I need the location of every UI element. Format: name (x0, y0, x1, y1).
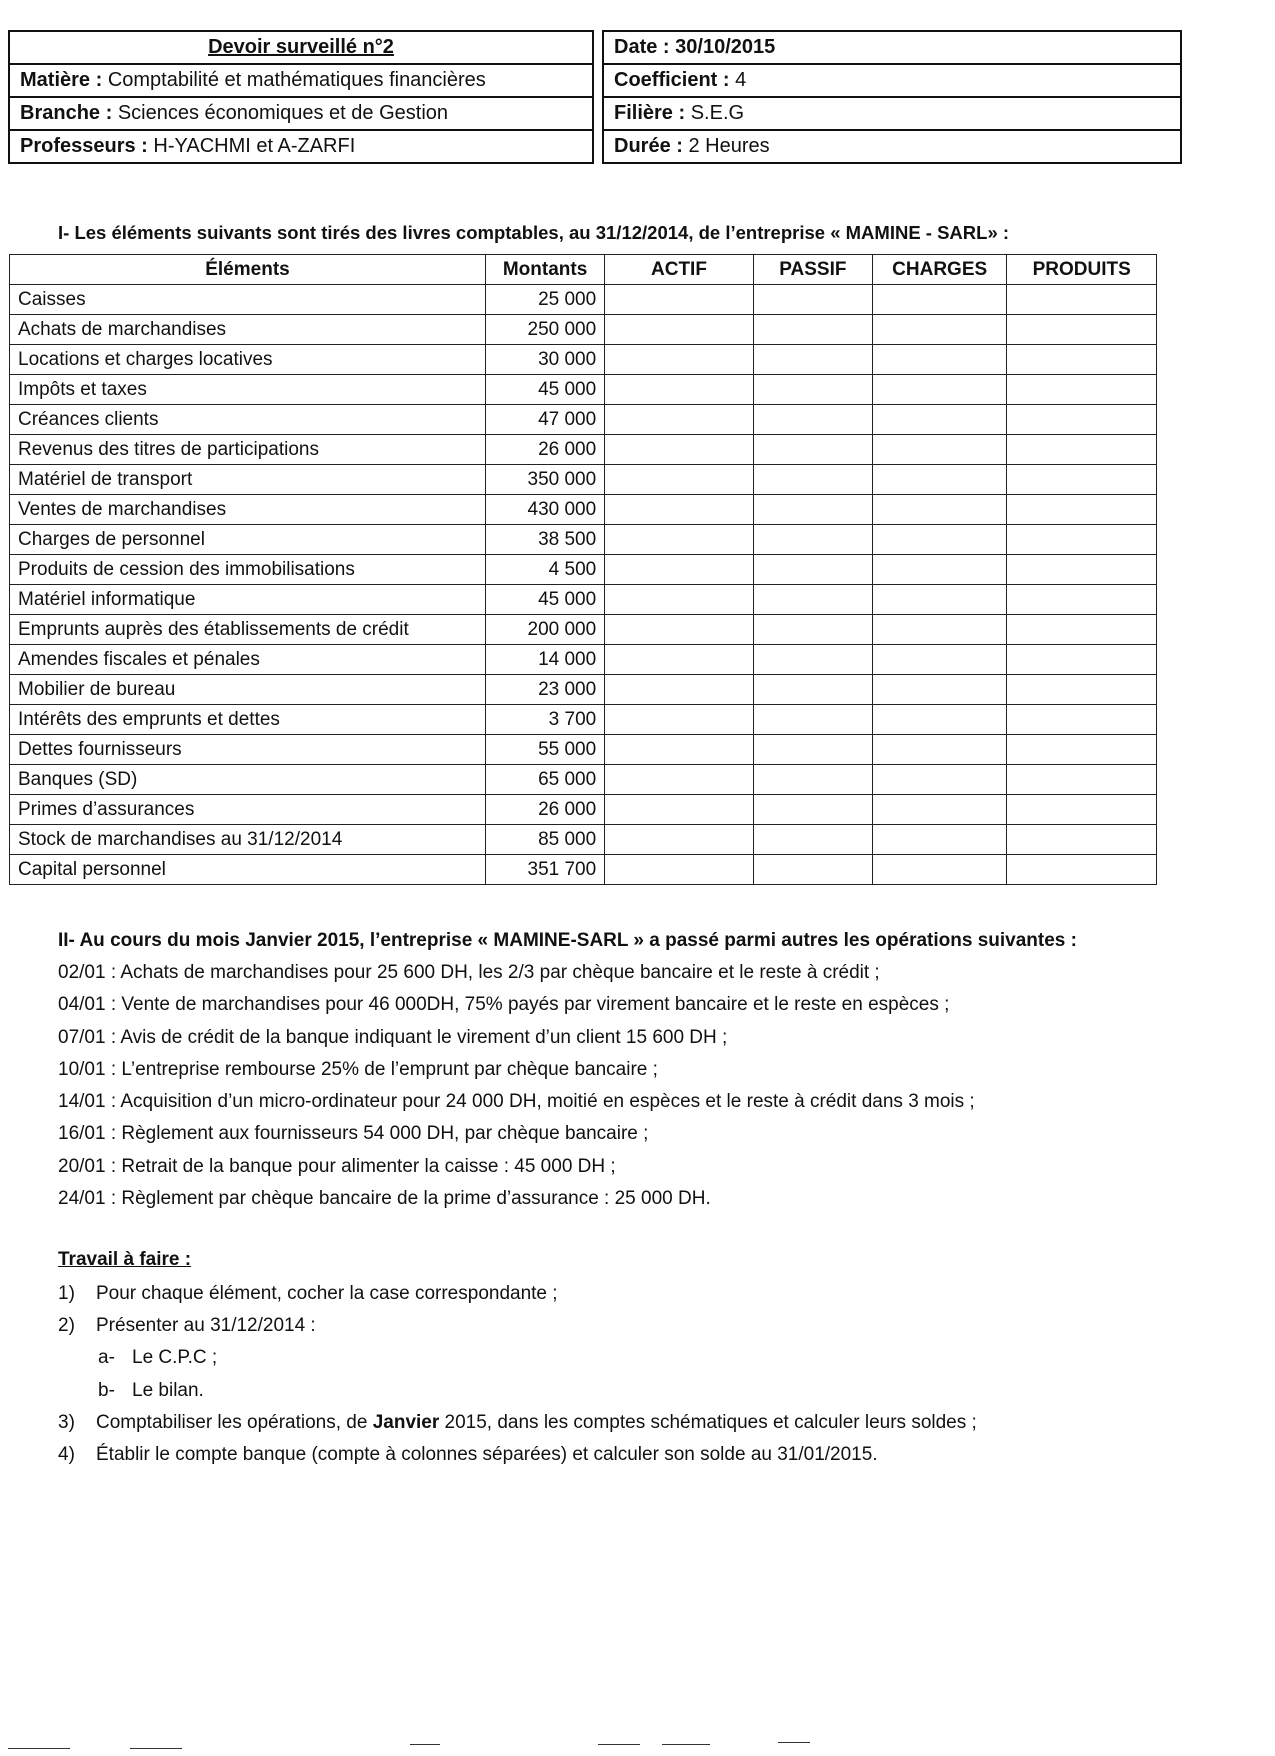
produits-checkbox-cell[interactable] (1007, 465, 1157, 495)
charges-checkbox-cell[interactable] (872, 765, 1006, 795)
table-row (10, 525, 1157, 555)
passif-checkbox-cell[interactable] (753, 525, 872, 555)
col-passif: PASSIF (753, 255, 872, 285)
element-cell: Matériel de transport (10, 465, 486, 495)
montant-cell: 85 000 (485, 825, 604, 855)
actif-checkbox-cell[interactable] (605, 285, 754, 315)
montant-cell: 25 000 (485, 285, 604, 315)
passif-checkbox-cell[interactable] (753, 765, 872, 795)
element-cell: Dettes fournisseurs (10, 735, 486, 765)
table-row (10, 555, 1157, 585)
scan-dash (130, 1748, 182, 1749)
actif-checkbox-cell[interactable] (605, 765, 754, 795)
work-item-2b: b- Le bilan. (98, 1379, 204, 1401)
scan-dash (598, 1744, 640, 1745)
montant-cell: 430 000 (485, 495, 604, 525)
table-row (10, 795, 1157, 825)
work-item-2: 2) Présenter au 31/12/2014 : (58, 1315, 316, 1337)
passif-checkbox-cell[interactable] (753, 705, 872, 735)
element-cell: Charges de personnel (10, 525, 486, 555)
element-cell: Créances clients (10, 405, 486, 435)
actif-checkbox-cell[interactable] (605, 465, 754, 495)
operation-line: 14/01 : Acquisition d’un micro-ordinateur pour 24 000 DH, moitié en espèces et le reste à crédit dans 3 mois ; (58, 1091, 975, 1113)
section-1-title: I- Les éléments suivants sont tirés des livres comptables, au 31/12/2014, de l’entreprise « MAMINE - SARL» : (58, 222, 1010, 243)
exam-professeurs: Professeurs : H-YACHMI et A-ZARFI (9, 130, 593, 163)
charges-checkbox-cell[interactable] (872, 615, 1006, 645)
montant-cell: 4 500 (485, 555, 604, 585)
col-produits: PRODUITS (1007, 255, 1157, 285)
elements-table (9, 254, 1157, 885)
charges-checkbox-cell[interactable] (872, 585, 1006, 615)
col-montants: Montants (485, 255, 604, 285)
montant-cell: 45 000 (485, 585, 604, 615)
element-cell: Amendes fiscales et pénales (10, 645, 486, 675)
charges-checkbox-cell[interactable] (872, 345, 1006, 375)
passif-checkbox-cell[interactable] (753, 795, 872, 825)
montant-cell: 200 000 (485, 615, 604, 645)
operation-line: 20/01 : Retrait de la banque pour alimenter la caisse : 45 000 DH ; (58, 1155, 616, 1177)
element-cell: Ventes de marchandises (10, 495, 486, 525)
passif-checkbox-cell[interactable] (753, 495, 872, 525)
work-item-4: 4) Établir le compte banque (compte à colonnes séparées) et calculer son solde au 31/01/2015. (58, 1444, 878, 1466)
produits-checkbox-cell[interactable] (1007, 765, 1157, 795)
element-cell: Revenus des titres de participations (10, 435, 486, 465)
montant-cell: 55 000 (485, 735, 604, 765)
passif-checkbox-cell[interactable] (753, 285, 872, 315)
montant-cell: 38 500 (485, 525, 604, 555)
charges-checkbox-cell[interactable] (872, 375, 1006, 405)
montant-cell: 26 000 (485, 435, 604, 465)
actif-checkbox-cell[interactable] (605, 345, 754, 375)
operation-line: 24/01 : Règlement par chèque bancaire de la prime d’assurance : 25 000 DH. (58, 1188, 711, 1210)
table-row (10, 645, 1157, 675)
elements-table-body (10, 285, 1157, 885)
element-cell: Locations et charges locatives (10, 345, 486, 375)
produits-checkbox-cell[interactable] (1007, 705, 1157, 735)
charges-checkbox-cell[interactable] (872, 645, 1006, 675)
col-elements: Éléments (10, 255, 486, 285)
montant-cell: 351 700 (485, 855, 604, 885)
exam-matiere: Matière : Comptabilité et mathématiques financières (9, 64, 593, 97)
montant-cell: 250 000 (485, 315, 604, 345)
element-cell: Stock de marchandises au 31/12/2014 (10, 825, 486, 855)
montant-cell: 47 000 (485, 405, 604, 435)
table-header-row (10, 255, 1157, 285)
table-row (10, 735, 1157, 765)
charges-checkbox-cell[interactable] (872, 315, 1006, 345)
table-row (10, 465, 1157, 495)
passif-checkbox-cell[interactable] (753, 405, 872, 435)
work-item-1: 1) Pour chaque élément, cocher la case correspondante ; (58, 1283, 558, 1304)
operation-line: 02/01 : Achats de marchandises pour 25 600 DH, les 2/3 par chèque bancaire et le reste à crédit ; (58, 962, 880, 983)
exam-duree: Durée : 2 Heures (603, 130, 1181, 163)
element-cell: Intérêts des emprunts et dettes (10, 705, 486, 735)
produits-checkbox-cell[interactable] (1007, 615, 1157, 645)
table-row (10, 375, 1157, 405)
charges-checkbox-cell[interactable] (872, 465, 1006, 495)
scan-dash (662, 1744, 710, 1745)
work-item-2a: a- Le C.P.C ; (98, 1347, 218, 1369)
produits-checkbox-cell[interactable] (1007, 795, 1157, 825)
montant-cell: 45 000 (485, 375, 604, 405)
montant-cell: 26 000 (485, 795, 604, 825)
actif-checkbox-cell[interactable] (605, 375, 754, 405)
table-row (10, 435, 1157, 465)
produits-checkbox-cell[interactable] (1007, 375, 1157, 405)
table-row (10, 855, 1157, 885)
produits-checkbox-cell[interactable] (1007, 435, 1157, 465)
produits-checkbox-cell[interactable] (1007, 735, 1157, 765)
passif-checkbox-cell[interactable] (753, 375, 872, 405)
produits-checkbox-cell[interactable] (1007, 825, 1157, 855)
produits-checkbox-cell[interactable] (1007, 495, 1157, 525)
actif-checkbox-cell[interactable] (605, 645, 754, 675)
exam-coefficient: Coefficient : 4 (603, 64, 1181, 97)
exam-header (8, 30, 1182, 164)
exam-date: Date : 30/10/2015 (603, 31, 1181, 64)
element-cell: Matériel informatique (10, 585, 486, 615)
charges-checkbox-cell[interactable] (872, 705, 1006, 735)
actif-checkbox-cell[interactable] (605, 525, 754, 555)
montant-cell: 350 000 (485, 465, 604, 495)
element-cell: Primes d’assurances (10, 795, 486, 825)
element-cell: Caisses (10, 285, 486, 315)
passif-checkbox-cell[interactable] (753, 825, 872, 855)
actif-checkbox-cell[interactable] (605, 795, 754, 825)
passif-checkbox-cell[interactable] (753, 315, 872, 345)
scan-dash (410, 1744, 440, 1745)
operations-list (58, 957, 1178, 1215)
montant-cell: 14 000 (485, 645, 604, 675)
passif-checkbox-cell[interactable] (753, 585, 872, 615)
passif-checkbox-cell[interactable] (753, 675, 872, 705)
section-2-title: II- Au cours du mois Janvier 2015, l’entreprise « MAMINE-SARL » a passé parmi autres les opérations suivantes : (58, 930, 1077, 951)
element-cell: Banques (SD) (10, 765, 486, 795)
actif-checkbox-cell[interactable] (605, 495, 754, 525)
table-row (10, 495, 1157, 525)
charges-checkbox-cell[interactable] (872, 735, 1006, 765)
work-title: Travail à faire : (58, 1249, 192, 1270)
produits-checkbox-cell[interactable] (1007, 405, 1157, 435)
produits-checkbox-cell[interactable] (1007, 525, 1157, 555)
work-item-3: 3) Comptabiliser les opérations, de Janvier 2015, dans les comptes schématiques et calculer leurs soldes ; (58, 1411, 977, 1433)
operation-line: 04/01 : Vente de marchandises pour 46 000DH, 75% payés par virement bancaire et le reste en espèces ; (58, 994, 950, 1016)
element-cell: Impôts et taxes (10, 375, 486, 405)
element-cell: Achats de marchandises (10, 315, 486, 345)
table-row (10, 315, 1157, 345)
charges-checkbox-cell[interactable] (872, 495, 1006, 525)
actif-checkbox-cell[interactable] (605, 735, 754, 765)
passif-checkbox-cell[interactable] (753, 855, 872, 885)
produits-checkbox-cell[interactable] (1007, 285, 1157, 315)
passif-checkbox-cell[interactable] (753, 645, 872, 675)
element-cell: Mobilier de bureau (10, 675, 486, 705)
exam-filiere: Filière : S.E.G (603, 97, 1181, 130)
actif-checkbox-cell[interactable] (605, 615, 754, 645)
table-row (10, 585, 1157, 615)
charges-checkbox-cell[interactable] (872, 405, 1006, 435)
charges-checkbox-cell[interactable] (872, 435, 1006, 465)
section-2 (58, 925, 1178, 1215)
table-row (10, 345, 1157, 375)
table-row (10, 825, 1157, 855)
table-row (10, 285, 1157, 315)
actif-checkbox-cell[interactable] (605, 315, 754, 345)
exam-branche: Branche : Sciences économiques et de Gestion (9, 97, 593, 130)
element-cell: Emprunts auprès des établissements de crédit (10, 615, 486, 645)
produits-checkbox-cell[interactable] (1007, 555, 1157, 585)
passif-checkbox-cell[interactable] (753, 555, 872, 585)
table-row (10, 705, 1157, 735)
actif-checkbox-cell[interactable] (605, 405, 754, 435)
operation-line: 16/01 : Règlement aux fournisseurs 54 000 DH, par chèque bancaire ; (58, 1123, 649, 1145)
element-cell: Produits de cession des immobilisations (10, 555, 486, 585)
produits-checkbox-cell[interactable] (1007, 645, 1157, 675)
produits-checkbox-cell[interactable] (1007, 315, 1157, 345)
col-actif: ACTIF (605, 255, 754, 285)
produits-checkbox-cell[interactable] (1007, 855, 1157, 885)
montant-cell: 65 000 (485, 765, 604, 795)
passif-checkbox-cell[interactable] (753, 435, 872, 465)
scan-dash (778, 1742, 810, 1743)
actif-checkbox-cell[interactable] (605, 675, 754, 705)
actif-checkbox-cell[interactable] (605, 825, 754, 855)
actif-checkbox-cell[interactable] (605, 435, 754, 465)
charges-checkbox-cell[interactable] (872, 285, 1006, 315)
actif-checkbox-cell[interactable] (605, 705, 754, 735)
charges-checkbox-cell[interactable] (872, 795, 1006, 825)
passif-checkbox-cell[interactable] (753, 735, 872, 765)
scan-dash (8, 1748, 70, 1749)
charges-checkbox-cell[interactable] (872, 555, 1006, 585)
montant-cell: 23 000 (485, 675, 604, 705)
charges-checkbox-cell[interactable] (872, 855, 1006, 885)
produits-checkbox-cell[interactable] (1007, 675, 1157, 705)
montant-cell: 3 700 (485, 705, 604, 735)
charges-checkbox-cell[interactable] (872, 675, 1006, 705)
passif-checkbox-cell[interactable] (753, 615, 872, 645)
table-row (10, 615, 1157, 645)
passif-checkbox-cell[interactable] (753, 345, 872, 375)
operation-line: 07/01 : Avis de crédit de la banque indiquant le virement d’un client 15 600 DH ; (58, 1026, 728, 1048)
actif-checkbox-cell[interactable] (605, 585, 754, 615)
montant-cell: 30 000 (485, 345, 604, 375)
table-row (10, 405, 1157, 435)
table-row (10, 675, 1157, 705)
produits-checkbox-cell[interactable] (1007, 345, 1157, 375)
actif-checkbox-cell[interactable] (605, 855, 754, 885)
col-charges: CHARGES (872, 255, 1006, 285)
produits-checkbox-cell[interactable] (1007, 585, 1157, 615)
passif-checkbox-cell[interactable] (753, 465, 872, 495)
charges-checkbox-cell[interactable] (872, 525, 1006, 555)
work-section (58, 1244, 1178, 1471)
exam-title: Devoir surveillé n°2 (9, 31, 593, 64)
actif-checkbox-cell[interactable] (605, 555, 754, 585)
charges-checkbox-cell[interactable] (872, 825, 1006, 855)
element-cell: Capital personnel (10, 855, 486, 885)
operation-line: 10/01 : L’entreprise rembourse 25% de l’emprunt par chèque bancaire ; (58, 1058, 658, 1080)
table-row (10, 765, 1157, 795)
